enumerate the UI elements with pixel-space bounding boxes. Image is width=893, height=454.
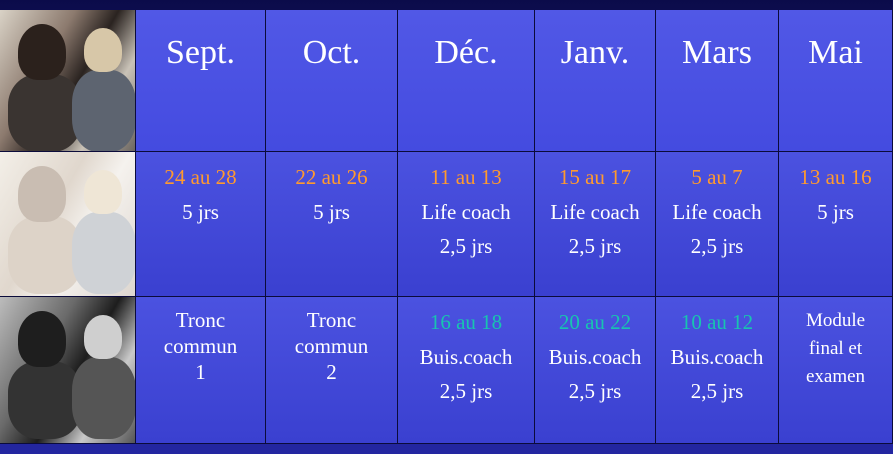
photo-two-women-faded <box>0 152 136 297</box>
module-name: Buis.coach <box>670 345 764 369</box>
duration: 2,5 jrs <box>690 379 744 403</box>
date-range: 5 au 7 <box>691 165 743 189</box>
module-label-line: examen <box>805 366 866 387</box>
schedule-cell <box>535 152 656 297</box>
schedule-cell <box>266 152 398 297</box>
module-label-line: 1 <box>195 360 206 384</box>
date-range: 13 au 16 <box>799 165 872 189</box>
schedule-cell <box>535 297 656 444</box>
schedule-cell <box>398 297 535 444</box>
module-label-line: final et <box>808 338 863 359</box>
module-name: Buis.coach <box>419 345 513 369</box>
duration: 5 jrs <box>313 200 350 224</box>
module-label-line: Tronc <box>175 308 226 332</box>
duration: 2,5 jrs <box>568 379 622 403</box>
module-name: Life coach <box>550 200 640 224</box>
month-header: Oct. <box>266 10 398 152</box>
duration: 2,5 jrs <box>690 234 744 258</box>
schedule-table <box>0 10 893 454</box>
schedule-cell <box>136 297 266 444</box>
module-name: Life coach <box>421 200 511 224</box>
month-header: Déc. <box>398 10 535 152</box>
date-range: 16 au 18 <box>429 310 503 334</box>
duration: 5 jrs <box>182 200 219 224</box>
duration: 2,5 jrs <box>439 234 493 258</box>
module-label-line: commun <box>294 334 369 358</box>
month-header: Mars <box>656 10 779 152</box>
date-range: 24 au 28 <box>164 165 237 189</box>
month-header: Janv. <box>535 10 656 152</box>
photo-two-women-grayscale <box>0 297 136 444</box>
schedule-cell <box>266 297 398 444</box>
module-name: Life coach <box>672 200 762 224</box>
photo-two-women-color <box>0 10 136 152</box>
module-label-line: 2 <box>326 360 337 384</box>
module-label-line: Module <box>805 310 866 331</box>
schedule-cell <box>779 152 893 297</box>
date-range: 10 au 12 <box>680 310 754 334</box>
module-label-line: Tronc <box>306 308 357 332</box>
module-label-line: commun <box>163 334 238 358</box>
date-range: 15 au 17 <box>558 165 632 189</box>
schedule-cell <box>656 152 779 297</box>
schedule-cell <box>398 152 535 297</box>
duration: 5 jrs <box>817 200 854 224</box>
duration: 2,5 jrs <box>568 234 622 258</box>
date-range: 22 au 26 <box>295 165 368 189</box>
duration: 2,5 jrs <box>439 379 493 403</box>
month-header: Sept. <box>136 10 266 152</box>
date-range: 11 au 13 <box>430 165 502 189</box>
month-header: Mai <box>779 10 893 152</box>
module-name: Buis.coach <box>548 345 642 369</box>
schedule-cell <box>779 297 893 444</box>
schedule-cell <box>656 297 779 444</box>
date-range: 20 au 22 <box>558 310 632 334</box>
schedule-cell <box>136 152 266 297</box>
